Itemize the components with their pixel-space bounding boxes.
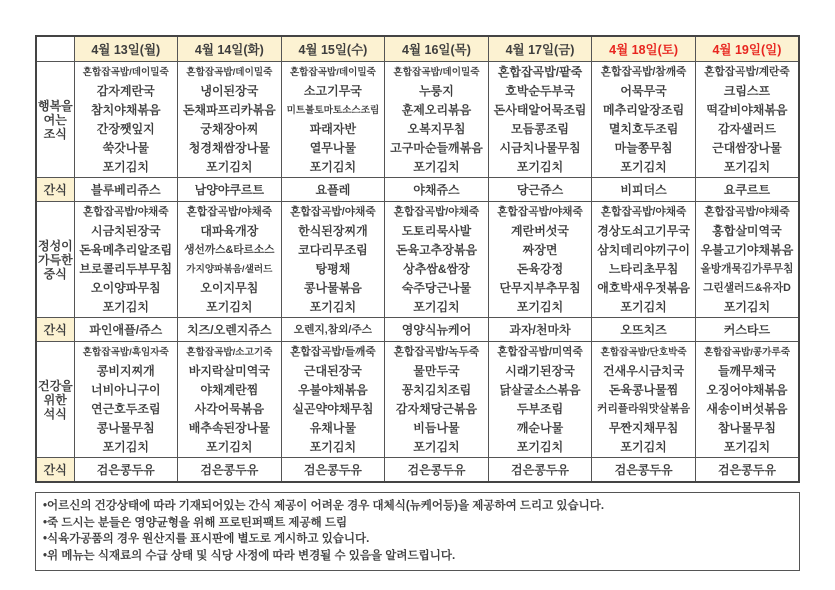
menu-item: 단무지부추무침 bbox=[499, 280, 581, 295]
menu-item: 돈육메추리알조림 bbox=[79, 242, 173, 257]
menu-item: 시금치된장국 bbox=[91, 223, 161, 238]
menu-item: 숙주당근나물 bbox=[401, 280, 472, 295]
menu-cell bbox=[385, 202, 489, 318]
menu-item: 혼합잡곡밥/미역죽 bbox=[497, 345, 583, 358]
menu-item: 오이양파무침 bbox=[91, 280, 161, 295]
snack-cell: 검은콩두유 bbox=[178, 458, 282, 483]
menu-item: 혼합잡곡밥/녹두죽 bbox=[393, 345, 480, 358]
menu-item: 포기김치 bbox=[413, 299, 460, 314]
date-header: 4월 14일(화) bbox=[178, 36, 282, 62]
menu-item: 바지락살미역국 bbox=[188, 363, 270, 378]
snack-cell: 오뜨치즈 bbox=[592, 318, 696, 342]
menu-item: 혼합잡곡밥/들깨죽 bbox=[290, 345, 376, 358]
menu-item: 콩나물무침 bbox=[96, 420, 155, 435]
menu-item: 돈육고추장볶음 bbox=[395, 242, 478, 257]
menu-item: 근대된장국 bbox=[303, 363, 362, 378]
menu-item: 마늘쫑무침 bbox=[614, 140, 673, 155]
menu-item: 포기김치 bbox=[620, 299, 667, 314]
menu-cell bbox=[385, 342, 489, 458]
menu-item: 혼합잡곡밥/야채죽 bbox=[704, 205, 790, 218]
snack-cell: 검은콩두유 bbox=[488, 458, 592, 483]
snack-cell: 야채쥬스 bbox=[385, 178, 489, 202]
menu-item: 우불야채볶음 bbox=[298, 382, 368, 397]
menu-item: 감자샐러드 bbox=[717, 121, 776, 136]
menu-item: 닭살굴소스볶음 bbox=[499, 382, 581, 397]
menu-item: 혼합잡곡밥/팥죽 bbox=[497, 64, 583, 79]
menu-item: 누룽지 bbox=[419, 83, 454, 98]
menu-item: 두부조림 bbox=[516, 401, 564, 416]
menu-item: 포기김치 bbox=[516, 439, 564, 454]
snack-cell: 블루베리쥬스 bbox=[74, 178, 178, 202]
snack-morning-row bbox=[36, 178, 799, 202]
snack-cell: 검은콩두유 bbox=[695, 458, 799, 483]
menu-item: 깨순나물 bbox=[516, 420, 564, 435]
menu-item: 포기김치 bbox=[413, 159, 460, 174]
menu-item: 경상도쇠고기무국 bbox=[597, 223, 690, 238]
date-header-row bbox=[36, 36, 799, 62]
menu-item: 메추리알장조림 bbox=[603, 102, 685, 117]
snack-cell: 요플레 bbox=[281, 178, 385, 202]
menu-cell bbox=[281, 202, 385, 318]
menu-item: 생선까스&타르소스 bbox=[184, 243, 275, 256]
snack-cell: 파인애플/쥬스 bbox=[74, 318, 178, 342]
snack-afternoon-row bbox=[36, 318, 799, 342]
row-label-line: 석식 bbox=[43, 406, 67, 421]
snack-cell: 검은콩두유 bbox=[281, 458, 385, 483]
menu-item: 파래자반 bbox=[309, 121, 357, 136]
menu-item: 혼합잡곡밥/계란죽 bbox=[704, 65, 790, 78]
menu-cell bbox=[592, 62, 696, 178]
menu-item: 포기김치 bbox=[206, 299, 253, 314]
menu-item: 돈채파프리카볶음 bbox=[182, 102, 276, 117]
menu-item: 포기김치 bbox=[102, 299, 149, 314]
snack-cell: 검은콩두유 bbox=[592, 458, 696, 483]
menu-item: 한식된장찌개 bbox=[298, 223, 368, 238]
menu-item: 돈육콩나물찜 bbox=[608, 382, 679, 397]
menu-item: 야채계란찜 bbox=[200, 382, 259, 397]
menu-item: 혼합잡곡밥/단호박죽 bbox=[600, 346, 687, 358]
menu-item: 혼합잡곡밥/데이밀죽 bbox=[393, 66, 480, 78]
menu-item: 시금치나물무침 bbox=[499, 140, 581, 155]
menu-cell bbox=[695, 342, 799, 458]
menu-item: 포기김치 bbox=[516, 159, 564, 174]
menu-item: 감자채당근볶음 bbox=[395, 401, 478, 416]
snack-cell: 요쿠르트 bbox=[695, 178, 799, 202]
menu-item: 포기김치 bbox=[723, 439, 771, 454]
menu-item: 포기김치 bbox=[516, 299, 564, 314]
menu-cell bbox=[74, 62, 178, 178]
menu-item: 궁채장아찌 bbox=[200, 121, 259, 136]
menu-item: 혼합잡곡밥/흑임자죽 bbox=[82, 346, 169, 358]
menu-item: 포기김치 bbox=[206, 159, 253, 174]
menu-item: 쑥갓나물 bbox=[102, 140, 149, 155]
menu-item: 짜장면 bbox=[522, 242, 558, 257]
menu-cell bbox=[592, 342, 696, 458]
menu-item: 코다리무조림 bbox=[298, 242, 368, 257]
snack-evening-row bbox=[36, 458, 799, 483]
menu-item: 가지양파볶음/샐러드 bbox=[186, 263, 273, 275]
menu-item: 미트볼토마토소스조림 bbox=[286, 104, 380, 116]
menu-item: 혼합잡곡밥/야채죽 bbox=[82, 205, 169, 218]
menu-item: 포기김치 bbox=[309, 439, 357, 454]
menu-item: 포기김치 bbox=[723, 159, 771, 174]
menu-cell bbox=[74, 202, 178, 318]
menu-item: 애호박새우젓볶음 bbox=[597, 280, 690, 295]
row-label-line: 정성이 bbox=[38, 238, 73, 253]
row-label-line: 위한 bbox=[43, 392, 67, 407]
menu-item: 사각어묵볶음 bbox=[194, 401, 265, 416]
menu-item: 훈제오리볶음 bbox=[401, 102, 472, 117]
menu-item: 홍합살미역국 bbox=[712, 223, 782, 238]
menu-item: 브로콜리두부무침 bbox=[79, 261, 173, 276]
menu-item: 배추속된장나물 bbox=[188, 420, 270, 435]
menu-item: 포기김치 bbox=[309, 159, 357, 174]
menu-item: 비듬나물 bbox=[413, 420, 460, 435]
snack-cell: 영양식뉴케어 bbox=[385, 318, 489, 342]
row-label-line: 행복을 bbox=[38, 98, 73, 113]
menu-item: 꽁치김치조림 bbox=[401, 382, 472, 397]
menu-item: 너비아니구이 bbox=[91, 382, 161, 397]
menu-item: 돈육강정 bbox=[516, 261, 564, 276]
menu-item: 콩비지찌개 bbox=[96, 363, 155, 378]
menu-item: 새송이버섯볶음 bbox=[706, 401, 788, 416]
menu-item: 혼합잡곡밥/야채죽 bbox=[186, 205, 273, 218]
menu-item: 커리플라워맛살볶음 bbox=[597, 402, 691, 415]
menu-item: 모듬콩조림 bbox=[511, 121, 570, 136]
corner-cell bbox=[36, 36, 74, 62]
row-label-line: 건강을 bbox=[38, 378, 73, 393]
snack-cell: 과자/천마차 bbox=[488, 318, 592, 342]
menu-cell bbox=[488, 342, 592, 458]
menu-item: 포기김치 bbox=[309, 299, 357, 314]
menu-cell bbox=[488, 202, 592, 318]
breakfast-row bbox=[36, 62, 799, 178]
menu-item: 포기김치 bbox=[723, 299, 771, 314]
menu-item: 떡갈비야채볶음 bbox=[706, 102, 788, 117]
menu-item: 청경채쌈장나물 bbox=[188, 140, 270, 155]
menu-cell bbox=[695, 202, 799, 318]
menu-item: 건새우시금치국 bbox=[603, 363, 685, 378]
menu-item: 들깨무채국 bbox=[717, 363, 776, 378]
menu-item: 올방개묵김가루무침 bbox=[700, 262, 794, 275]
menu-item: 크림스프 bbox=[723, 83, 771, 98]
menu-cell bbox=[178, 62, 282, 178]
dinner-label bbox=[36, 342, 74, 458]
menu-item: 간장쨋잎지 bbox=[96, 121, 155, 136]
breakfast-label bbox=[36, 62, 74, 178]
date-header: 4월 13일(월) bbox=[74, 36, 178, 62]
date-header: 4월 18일(토) bbox=[592, 36, 696, 62]
row-label-line: 가득한 bbox=[38, 252, 73, 267]
menu-cell bbox=[281, 342, 385, 458]
note-line: •어르신의 건강상태에 따라 기재되어있는 간식 제공이 어려운 경우 대체식(뉴케어등)을 제공하여 드리고 있습니다. bbox=[43, 500, 605, 512]
row-label-line: 중식 bbox=[43, 266, 67, 281]
menu-item: 혼합잡곡밥/콩가루죽 bbox=[703, 346, 790, 358]
menu-item: 소고기무국 bbox=[303, 83, 362, 98]
weekly-menu-table bbox=[35, 35, 800, 483]
menu-item: 혼합잡곡밥/데이밀죽 bbox=[82, 66, 169, 78]
note-line: •죽 드시는 분들은 영양균형을 위해 프로틴퍼팩트 제공해 드림 bbox=[43, 516, 348, 529]
menu-item: 열무나물 bbox=[309, 140, 357, 155]
menu-item: 물만두국 bbox=[413, 363, 460, 378]
menu-item: 대파육개장 bbox=[200, 223, 259, 238]
menu-item: 혼합잡곡밥/야채죽 bbox=[600, 205, 687, 218]
menu-item: 무짠지채무침 bbox=[608, 420, 679, 435]
menu-item: 포기김치 bbox=[206, 439, 253, 454]
menu-item: 혼합잡곡밥/데이밀죽 bbox=[186, 66, 273, 78]
snack-cell: 검은콩두유 bbox=[385, 458, 489, 483]
menu-item: 삼치데리야끼구이 bbox=[597, 242, 690, 257]
snack-cell: 남양야쿠르트 bbox=[178, 178, 282, 202]
notes-box bbox=[35, 492, 800, 571]
menu-item: 어묵무국 bbox=[620, 83, 667, 98]
lunch-row bbox=[36, 202, 799, 318]
date-header: 4월 16일(목) bbox=[385, 36, 489, 62]
menu-item: 포기김치 bbox=[620, 439, 667, 454]
menu-cell bbox=[385, 62, 489, 178]
menu-item: 느타리초무침 bbox=[608, 261, 679, 276]
date-header: 4월 19일(일) bbox=[695, 36, 799, 62]
menu-item: 그린샐러드&유자D bbox=[703, 281, 791, 294]
snack-cell: 치즈/오렌지쥬스 bbox=[178, 318, 282, 342]
menu-item: 연근호두조림 bbox=[91, 401, 161, 416]
menu-item: 근대쌈장나물 bbox=[712, 140, 782, 155]
menu-item: 돈사태알어묵조림 bbox=[493, 102, 587, 117]
snack-cell: 당근쥬스 bbox=[488, 178, 592, 202]
snack-cell: 검은콩두유 bbox=[74, 458, 178, 483]
menu-item: 혼합잡곡밥/참깨죽 bbox=[600, 65, 687, 78]
menu-cell bbox=[592, 202, 696, 318]
menu-item: 유채나물 bbox=[309, 420, 357, 435]
menu-item: 포기김치 bbox=[620, 159, 667, 174]
menu-item: 혼합잡곡밥/야채죽 bbox=[497, 205, 583, 218]
menu-item: 콩나물볶음 bbox=[303, 280, 362, 295]
note-line: •식육가공품의 경우 원산지를 표시판에 별도로 게시하고 있습니다. bbox=[43, 533, 370, 545]
lunch-label bbox=[36, 202, 74, 318]
menu-item: 오징어야채볶음 bbox=[706, 382, 788, 397]
menu-item: 포기김치 bbox=[413, 439, 460, 454]
menu-cell bbox=[695, 62, 799, 178]
menu-item: 시래기된장국 bbox=[505, 363, 575, 378]
snack-afternoon-label: 간식 bbox=[36, 318, 74, 342]
menu-item: 상추쌈&쌈장 bbox=[403, 261, 470, 276]
menu-item: 오이지무침 bbox=[200, 280, 259, 295]
snack-cell: 비피더스 bbox=[592, 178, 696, 202]
snack-cell: 커스타드 bbox=[695, 318, 799, 342]
row-label-line: 조식 bbox=[43, 126, 67, 141]
menu-cell bbox=[74, 342, 178, 458]
menu-item: 혼합잡곡밥/소고기죽 bbox=[186, 346, 273, 358]
menu-item: 고구마순들깨볶음 bbox=[390, 140, 483, 155]
menu-item: 감자계란국 bbox=[96, 83, 155, 98]
menu-item: 오복지무침 bbox=[407, 121, 466, 136]
menu-item: 혼합잡곡밥/야채죽 bbox=[393, 205, 480, 218]
menu-item: 호박순두부국 bbox=[505, 83, 575, 98]
menu-item: 포기김치 bbox=[102, 439, 149, 454]
menu-item: 혼합잡곡밥/야채죽 bbox=[290, 205, 376, 218]
menu-item: 냉이된장국 bbox=[200, 83, 259, 98]
menu-cell bbox=[488, 62, 592, 178]
menu-item: 참나물무침 bbox=[717, 420, 776, 435]
menu-item: 멸치호두조림 bbox=[608, 121, 679, 136]
date-header: 4월 17일(금) bbox=[488, 36, 592, 62]
snack-evening-label: 간식 bbox=[36, 458, 74, 483]
row-label-line: 여는 bbox=[43, 112, 67, 127]
snack-morning-label: 간식 bbox=[36, 178, 74, 202]
date-header: 4월 15일(수) bbox=[281, 36, 385, 62]
note-line: •위 메뉴는 식재료의 수급 상태 및 식당 사정에 따라 변경될 수 있음을 알려드립니다. bbox=[43, 549, 456, 562]
menu-cell bbox=[178, 342, 282, 458]
menu-item: 도토리묵사발 bbox=[401, 223, 472, 238]
menu-cell bbox=[281, 62, 385, 178]
dinner-row bbox=[36, 342, 799, 458]
menu-item: 탕평채 bbox=[315, 261, 351, 276]
menu-item: 계란버섯국 bbox=[511, 223, 570, 238]
menu-item: 우불고기야채볶음 bbox=[700, 242, 794, 257]
menu-cell bbox=[178, 202, 282, 318]
menu-item: 참치야채볶음 bbox=[91, 102, 161, 117]
menu-item: 혼합잡곡밥/데이밀죽 bbox=[289, 66, 376, 78]
menu-item: 실곤약야채무침 bbox=[292, 401, 374, 416]
snack-cell: 오렌지,참외/주스 bbox=[281, 318, 385, 342]
menu-item: 포기김치 bbox=[102, 159, 149, 174]
